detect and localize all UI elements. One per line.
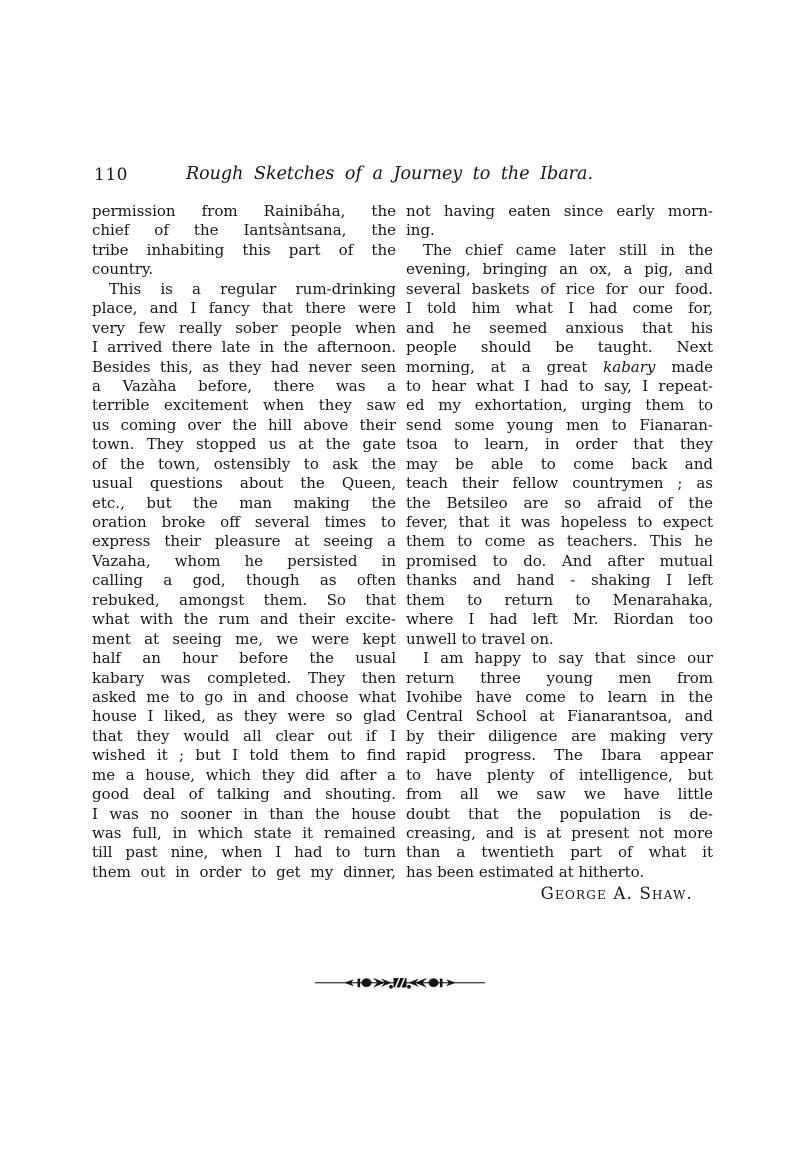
text-line: very few really sober people when [92, 318, 396, 337]
text-line: oration broke off several times to [92, 513, 396, 531]
text-line: me a house, which they did after a [92, 765, 396, 784]
text-line: wished it ; but I told them to find [92, 746, 396, 765]
text-line: till past nine, when I had to turn [92, 843, 396, 862]
text-line: tribe inhabiting this part of the [92, 240, 396, 259]
text-line: unwell to travel on. [406, 629, 554, 648]
text-line: what with the rum and their excite- [92, 610, 396, 629]
text-line: from all we saw we have little [406, 785, 713, 804]
text-line: permission from Rainibáha, the [92, 202, 396, 220]
text-line: evening, bringing an ox, a pig, and [406, 260, 713, 279]
text-line: I told him what I had come for, [406, 299, 713, 318]
text-line: us coming over the hill above their [92, 415, 396, 434]
text-line: them to come as teachers. This he [406, 532, 713, 551]
text-line: promised to do. And after mutual [406, 551, 713, 570]
text-line: by their diligence are making very [406, 726, 713, 745]
text-line: I arrived there late in the afternoon. [92, 338, 396, 357]
text-line: several baskets of rice for our food. [406, 279, 713, 298]
text-line: creasing, and is at present not more [406, 824, 713, 842]
text-line: where I had left Mr. Riordan too [406, 610, 713, 629]
text-line: ing. [406, 221, 435, 240]
running-header [92, 164, 713, 190]
text-line: and he seemed anxious that his [406, 318, 713, 337]
text-line: was full, in which state it remained [92, 824, 396, 842]
text-line: Vazaha, whom he persisted in [92, 551, 396, 570]
text-line: teach their fellow countrymen ; as [406, 474, 713, 493]
text-line: The chief came later still in the [423, 240, 713, 259]
text-line: fever, that it was hopeless to expect [406, 513, 713, 531]
text-line: morning, at a great kabary made [406, 357, 713, 376]
text-line: send some young men to Fianaran- [406, 415, 713, 434]
text-line: ed my exhortation, urging them to [406, 396, 713, 415]
text-line: This is a regular rum-drinking [109, 279, 396, 298]
column-right [406, 202, 713, 904]
text-line: than a twentieth part of what it [406, 843, 713, 862]
page-number: 110 [94, 165, 128, 185]
column-left [92, 202, 396, 904]
text-line: them to return to Menarahaka, [406, 590, 713, 609]
text-line: of the town, ostensibly to ask the [92, 454, 396, 473]
ornament-divider [0, 975, 800, 994]
text-line: that they would all clear out if I [92, 726, 396, 745]
text-line: rebuked, amongst them. So that [92, 590, 396, 609]
text-line: doubt that the population is de- [406, 804, 713, 823]
text-line: to have plenty of intelligence, but [406, 765, 713, 784]
text-line: Ivohibe have come to learn in the [406, 687, 713, 706]
text-line: etc., but the man making the [92, 493, 396, 512]
text-line: country. [92, 260, 154, 279]
text-line: kabary was completed. They then [92, 668, 396, 687]
text-line: place, and I fancy that there were [92, 299, 396, 318]
text-line: may be able to come back and [406, 454, 713, 473]
text-line: people should be taught. Next [406, 338, 713, 357]
text-line: express their pleasure at seeing a [92, 532, 396, 551]
text-line: I was no sooner in than the house [92, 804, 396, 823]
text-line: usual questions about the Queen, [92, 474, 396, 493]
running-title: Rough Sketches of a Journey to the Ibara. [185, 164, 594, 184]
text-line: Besides this, as they had never seen [92, 357, 396, 376]
text-line: house I liked, as they were so glad [92, 707, 396, 726]
text-line: thanks and hand - shaking I left [406, 571, 713, 590]
text-line: rapid progress. The Ibara appear [406, 746, 713, 765]
text-line: not having eaten since early morn- [406, 202, 713, 220]
text-line: chief of the Iantsàntsana, the [92, 221, 396, 240]
text-columns [92, 202, 713, 904]
text-line: has been estimated at hitherto. [406, 862, 645, 881]
author-signature: George A. Shaw. [540, 884, 693, 904]
text-line: good deal of talking and shouting. [92, 785, 396, 804]
text-line: return three young men from [406, 668, 713, 687]
text-line: town. They stopped us at the gate [92, 435, 396, 454]
printers-ornament-icon [315, 975, 485, 991]
text-line: tsoa to learn, in order that they [406, 435, 713, 454]
text-line: calling a god, though as often [92, 571, 396, 590]
text-line: them out in order to get my dinner, [92, 862, 396, 881]
text-line: terrible excitement when they saw [92, 396, 396, 415]
text-line: Central School at Fianarantsoa, and [406, 707, 713, 726]
text-line: I am happy to say that since our [423, 649, 713, 668]
text-line: to hear what I had to say, I repeat- [406, 376, 713, 395]
text-line: ment at seeing me, we were kept [92, 629, 396, 648]
text-line: the Betsileo are so afraid of the [406, 493, 713, 512]
text-line: a Vazàha before, there was a [92, 376, 396, 395]
text-line: asked me to go in and choose what [92, 687, 396, 706]
text-line: half an hour before the usual [92, 649, 396, 668]
